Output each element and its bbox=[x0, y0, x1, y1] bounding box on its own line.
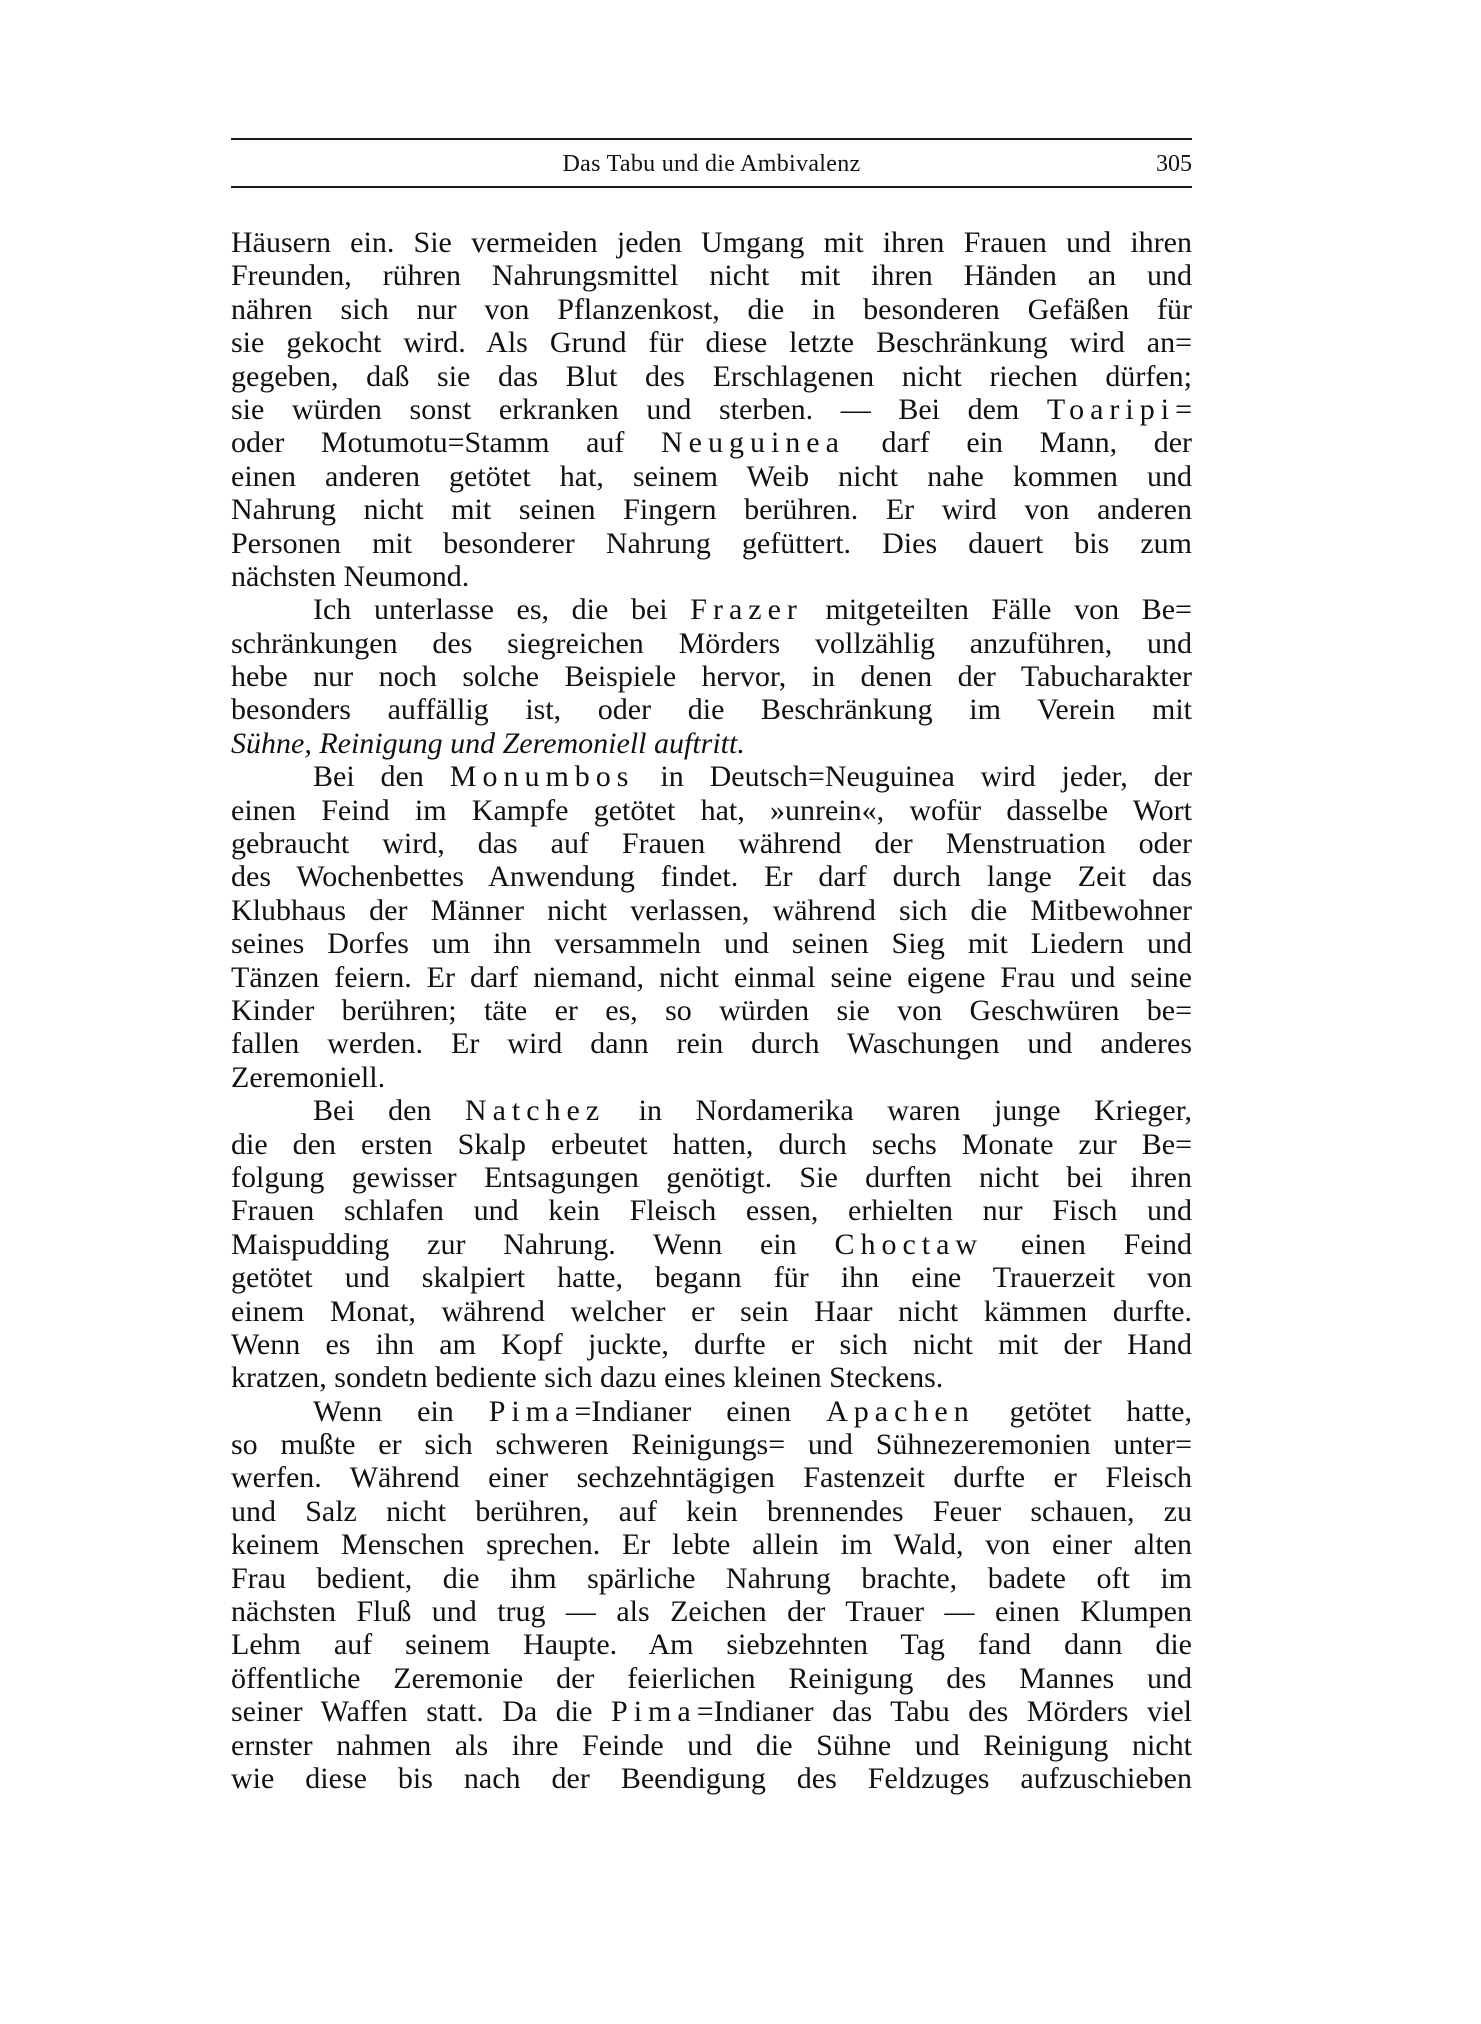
text-line bbox=[231, 1762, 1192, 1795]
text-line bbox=[231, 1428, 1192, 1461]
text-segment: darf ein Mann, der bbox=[844, 426, 1192, 460]
text-line bbox=[231, 1528, 1192, 1561]
text-line bbox=[231, 760, 1192, 793]
text-line bbox=[231, 1228, 1192, 1261]
spaced-name: Pima bbox=[488, 1394, 575, 1428]
text-segment: Tänzen feiern. Er darf niemand, nicht einmal seine eigene Frau und seine bbox=[231, 960, 1192, 994]
text-segment: =Indianer einen bbox=[574, 1394, 827, 1428]
header-rule-top bbox=[231, 138, 1192, 140]
text-segment: =Indianer das Tabu des Mörders viel bbox=[696, 1695, 1193, 1729]
text-segment: einen Feind im Kampfe getötet hat, »unrein«, wofür dasselbe Wort bbox=[231, 793, 1192, 827]
text-segment: seiner Waffen statt. Da die bbox=[231, 1695, 612, 1729]
text-line bbox=[231, 1161, 1192, 1194]
text-segment: keinem Menschen sprechen. Er lebte allein im Wald, von einer alten bbox=[231, 1528, 1192, 1562]
text-line bbox=[231, 1295, 1192, 1328]
spaced-name: Apachen bbox=[826, 1394, 975, 1428]
text-line bbox=[231, 1395, 1192, 1428]
text-segment: Wenn ein bbox=[313, 1394, 489, 1428]
text-segment: einem Monat, während welcher er sein Haar nicht kämmen durfte. bbox=[231, 1294, 1192, 1328]
text-line bbox=[231, 1628, 1192, 1661]
spaced-name: Natchez bbox=[464, 1094, 606, 1128]
text-line bbox=[231, 1562, 1192, 1595]
text-segment: nächsten Fluß und trug — als Zeichen der Trauer — einen Klumpen bbox=[231, 1595, 1192, 1629]
text-line bbox=[231, 293, 1192, 326]
text-line bbox=[231, 1662, 1192, 1695]
text-segment: gegeben, daß sie das Blut des Erschlagenen nicht riechen dürfen; bbox=[231, 359, 1192, 393]
text-segment: so mußte er sich schweren Reinigungs= und Sühnezeremonien unter= bbox=[231, 1428, 1192, 1462]
spaced-name: Pima bbox=[611, 1695, 697, 1729]
text-segment: des Wochenbettes Anwendung findet. Er darf durch lange Zeit das bbox=[231, 860, 1192, 894]
text-segment: Frau bedient, die ihm spärliche Nahrung brachte, badete oft im bbox=[231, 1561, 1192, 1595]
text-line bbox=[231, 994, 1192, 1027]
text-line bbox=[231, 693, 1192, 726]
spaced-name: Frazer bbox=[690, 593, 803, 627]
text-segment: Häusern ein. Sie vermeiden jeden Umgang mit ihren Frauen und ihren bbox=[231, 226, 1192, 259]
text-segment: Nahrung nicht mit seinen Fingern berühren. Er wird von anderen bbox=[231, 493, 1192, 527]
text-line bbox=[231, 593, 1192, 626]
running-title: Das Tabu und die Ambivalenz bbox=[562, 151, 861, 177]
text-segment: Personen mit besonderer Nahrung gefüttert. Dies dauert bis zum bbox=[231, 526, 1192, 560]
text-line bbox=[231, 927, 1192, 960]
text-line bbox=[231, 1194, 1192, 1227]
page-number: 305 bbox=[1156, 151, 1192, 177]
text-segment: und Salz nicht berühren, auf kein brennendes Feuer schauen, zu bbox=[231, 1494, 1192, 1528]
text-line bbox=[231, 1461, 1192, 1494]
text-line bbox=[231, 1061, 1192, 1094]
text-segment: werfen. Während einer sechzehntägigen Fastenzeit durfte er Fleisch bbox=[231, 1461, 1192, 1495]
text-segment: fallen werden. Er wird dann rein durch Waschungen und anderes bbox=[231, 1027, 1192, 1061]
text-line bbox=[231, 393, 1192, 426]
text-segment: besonders auffällig ist, oder die Beschränkung im Verein mit bbox=[231, 693, 1192, 727]
text-segment: Freunden, rühren Nahrungsmittel nicht mit ihren Händen an und bbox=[231, 259, 1192, 293]
spaced-name: Toaripi bbox=[1046, 392, 1176, 426]
text-segment: in Deutsch=Neuguinea wird jeder, der bbox=[634, 760, 1193, 794]
header-rule-bottom bbox=[231, 186, 1192, 188]
text-segment: getötet und skalpiert hatte, begann für ihn eine Trauerzeit von bbox=[231, 1261, 1192, 1295]
text-line bbox=[231, 1027, 1192, 1060]
text-line bbox=[231, 1729, 1192, 1762]
text-segment: mitgeteilten Fälle von Be= bbox=[802, 593, 1192, 627]
text-line bbox=[231, 259, 1192, 292]
text-segment: einen anderen getötet hat, seinem Weib nicht nahe kommen und bbox=[231, 459, 1192, 493]
text-segment: nähren sich nur von Pflanzenkost, die in besonderen Gefäßen für bbox=[231, 292, 1192, 326]
text-line bbox=[231, 1094, 1192, 1127]
text-line bbox=[231, 527, 1192, 560]
text-segment: hebe nur noch solche Beispiele hervor, in denen der Tabucharakter bbox=[231, 660, 1192, 694]
text-segment: Klubhaus der Männer nicht verlassen, während sich die Mitbewohner bbox=[231, 893, 1192, 927]
text-segment: sie gekocht wird. Als Grund für diese letzte Beschränkung wird an= bbox=[231, 326, 1192, 360]
spaced-name: Monumbos bbox=[449, 760, 635, 794]
text-segment: die den ersten Skalp erbeutet hatten, durch sechs Monate zur Be= bbox=[231, 1127, 1192, 1161]
spaced-name: Choctaw bbox=[834, 1227, 984, 1261]
spaced-name: Neuguinea bbox=[660, 426, 845, 460]
text-line bbox=[231, 1361, 1192, 1394]
text-line bbox=[231, 894, 1192, 927]
text-segment: wie diese bis nach der Beendigung des Feldzuges aufzuschieben bbox=[231, 1761, 1192, 1795]
text-line bbox=[231, 1495, 1192, 1528]
text-line bbox=[231, 426, 1192, 459]
text-segment: seines Dorfes um ihn versammeln und seinen Sieg mit Liedern und bbox=[231, 927, 1192, 961]
text-segment: kratzen, sondetn bediente sich dazu eines kleinen Steckens. bbox=[231, 1361, 944, 1395]
text-segment: öffentliche Zeremonie der feierlichen Reinigung des Mannes und bbox=[231, 1661, 1192, 1695]
text-line bbox=[231, 1128, 1192, 1161]
text-segment: nächsten Neumond. bbox=[231, 559, 470, 593]
text-line bbox=[231, 226, 1192, 259]
text-line bbox=[231, 1695, 1192, 1728]
text-segment: Frauen schlafen und kein Fleisch essen, erhielten nur Fisch und bbox=[231, 1194, 1192, 1228]
text-segment: Zeremoniell. bbox=[231, 1060, 386, 1094]
text-segment: ernster nahmen als ihre Feinde und die Sühne und Reinigung nicht bbox=[231, 1728, 1192, 1762]
text-segment: einen Feind bbox=[983, 1227, 1192, 1261]
text-segment: folgung gewisser Entsagungen genötigt. Sie durften nicht bei ihren bbox=[231, 1160, 1192, 1194]
text-segment: schränkungen des siegreichen Mörders vollzählig anzuführen, und bbox=[231, 626, 1192, 660]
text-segment: Lehm auf seinem Haupte. Am siebzehnten Tag fand dann die bbox=[231, 1628, 1192, 1662]
text-line bbox=[231, 961, 1192, 994]
text-line bbox=[231, 860, 1192, 893]
text-line bbox=[231, 493, 1192, 526]
text-segment: Bei den bbox=[313, 1094, 465, 1128]
text-line bbox=[231, 1328, 1192, 1361]
text-line bbox=[231, 460, 1192, 493]
text-segment: oder Motumotu=Stamm auf bbox=[231, 426, 661, 460]
body-text bbox=[231, 226, 1192, 1795]
text-segment: Ich unterlasse es, die bei bbox=[313, 593, 691, 627]
text-line bbox=[231, 1595, 1192, 1628]
text-line bbox=[231, 827, 1192, 860]
text-segment: Kinder berühren; täte er es, so würden sie von Geschwüren be= bbox=[231, 993, 1192, 1027]
text-line bbox=[231, 360, 1192, 393]
running-head bbox=[231, 146, 1192, 182]
text-segment: gebraucht wird, das auf Frauen während der Menstruation oder bbox=[231, 827, 1192, 861]
text-line bbox=[231, 660, 1192, 693]
text-line bbox=[231, 326, 1192, 359]
text-line bbox=[231, 627, 1192, 660]
text-line bbox=[231, 727, 1192, 760]
text-line bbox=[231, 1261, 1192, 1294]
text-segment: getötet hatte, bbox=[974, 1394, 1192, 1428]
text-segment: in Nordamerika waren junge Krieger, bbox=[605, 1094, 1192, 1128]
text-segment: sie würden sonst erkranken und sterben. — Bei dem bbox=[231, 392, 1047, 426]
text-line bbox=[231, 560, 1192, 593]
text-line bbox=[231, 794, 1192, 827]
text-segment: Wenn es ihn am Kopf juckte, durfte er sich nicht mit der Hand bbox=[231, 1327, 1192, 1361]
text-segment: Maispudding zur Nahrung. Wenn ein bbox=[231, 1227, 835, 1261]
italic-text: Sühne, Reinigung und Zeremoniell auftritt. bbox=[231, 726, 745, 760]
text-segment: = bbox=[1175, 392, 1192, 426]
text-segment: Bei den bbox=[313, 760, 450, 794]
